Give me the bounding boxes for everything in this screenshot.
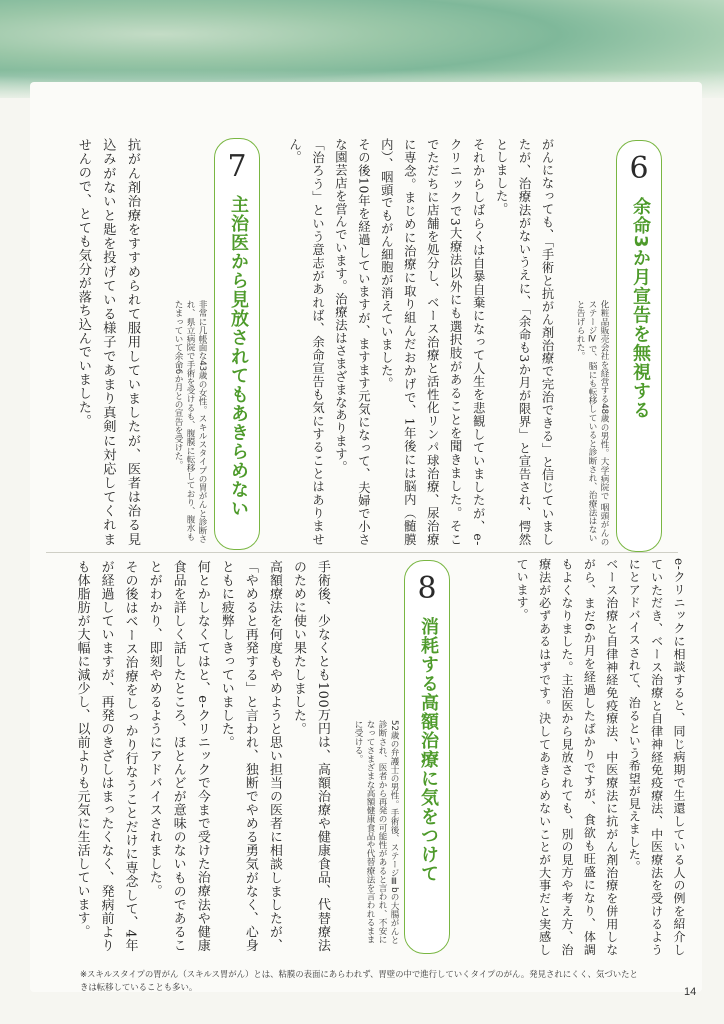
footnote: ※スキルスタイプの胃がん（スキルス胃がん）とは、粘膜の表面にあらわれず、胃壁の中で進行していくタイプのがん。発見されにくく、気づいたときは転移していることも多い。 [80, 969, 638, 992]
section-8-number: 8 [417, 571, 437, 606]
section-7-number: 7 [227, 149, 247, 184]
section-8-paragraph-3: 何とかしなくてはと、e-クリニックで今まで受けた治療法や健康食品を詳しく話したところ、ほとんどが意味のないものであることがわかり、即刻やめるようにアドバイスされました。 [146, 560, 210, 952]
section-8-paragraph-4: その後はベース治療をしっかり行なうことだけに専念して、4年が経過していますが、再発のきざしはまったくなく、発病前よりも体脂肪が大幅に減少し、以前よりも元気に生活しています。 [74, 560, 138, 952]
section-6-paragraph-3: その後10年を経過していますが、ますます元気になって、夫婦で小さな園芸店を営んでいます。治療法はさまざまなあります。 [333, 138, 371, 546]
section-7-heading: 主治医から見放されてもあきらめない [228, 195, 249, 518]
section-6-intro: 化粧品販売会社を経営する48歳の男性。大学病院で 咽頭がんのステージⅣで、脳にも転移していると診断され、治療法はないと告げられた。 [575, 300, 609, 546]
section-7-heading-box [214, 138, 260, 550]
section-6-heading-box [616, 140, 662, 552]
section-8-heading-box [404, 560, 450, 954]
section-8-heading: 消耗する高額治療に気をつけて [418, 617, 439, 883]
section-6-paragraph-4: 「治ろう」という意志があれば、余命宣告も気にすることはありません。 [287, 138, 325, 546]
page-number: 14 [684, 986, 697, 998]
section-7-paragraph-3: ベース治療と自律神経免疫療法、中医療法に抗がん剤治療を併用しながら、まだ6か月を経過したばかりですが、食欲も旺盛になり、体調もよくなりました。主治医から見放されても、別の見方や考え方、治療法が必ずあるはずです。決してあきらめないことが大事だと実感しています。 [515, 558, 619, 956]
section-8-paragraph-1: 手術後、少なくとも100万円は、高額治療や健康食品、代替療法のために使い果たしました。 [290, 560, 330, 952]
section-7-paragraph-2: e-クリニックに相談すると、同じ病期で生還している人の例を紹介していただき、ベース治療と自律神経免疫療法、中医療法を受けるようにとアドバイスされて、治るという希望が見えました。 [627, 558, 686, 956]
section-8-body [60, 560, 334, 952]
section-6-paragraph-2: それからしばらくは自暴自棄になって人生を悲観していましたが、e-クリニックで3大療法以外にも選択肢があることを聞きました。そこでただちに店舗を処分し、ベース治療と活性化リンパ球治療、尿治療に専念。まじめに治療に取り組んだおかげで、1年後には脳内（髄膜内）、咽頭でもがん細胞が消えていました。 [379, 138, 486, 546]
section-8-paragraph-2: 高額療法を何度もやめようと思い担当の医者に相談しましたが、「やめると再発する」と言われ、独断でやめる勇気がなく、心身ともに疲弊しきっていました。 [218, 560, 282, 952]
section-8-intro: 52歳の弁護士の男性。手術後、ステージⅢbの大腸がんと診断され、医者から再発の可能性があると言われ、不安になってさまざまな高額健康食品や代替療法を言われるままに受ける。 [353, 720, 399, 945]
section-6-paragraph-1: がんになっても、「手術と抗がん剤治療で完治できる」と信じていましたが、治療法がないうえに、「余命も3か月が限界」と宣告され、愕然としました。 [494, 138, 554, 546]
section-6-body [282, 138, 558, 546]
section-7-paragraph-1: 抗がん剤治療をすすめられて服用していましたが、医者は治る見込みがないと匙を投げている様子であまり真剣に対応してくれませんので、とても気分が落ち込んでいました。 [75, 138, 140, 546]
section-6-number: 6 [629, 151, 649, 186]
section-7-intro: 非常に几帳面な43歳の女性。スキルスタイプの胃がんと診断され、県立病院で手術を受けるも、腹膜に転移しており、腹水もたまっていて余命6か月との宣告を受けた。 [173, 300, 207, 544]
section-divider [46, 552, 678, 553]
section-7-body-continued [512, 558, 690, 956]
section-7-body [60, 138, 144, 546]
section-6-heading: 余命3か月宣告を無視する [630, 197, 651, 420]
